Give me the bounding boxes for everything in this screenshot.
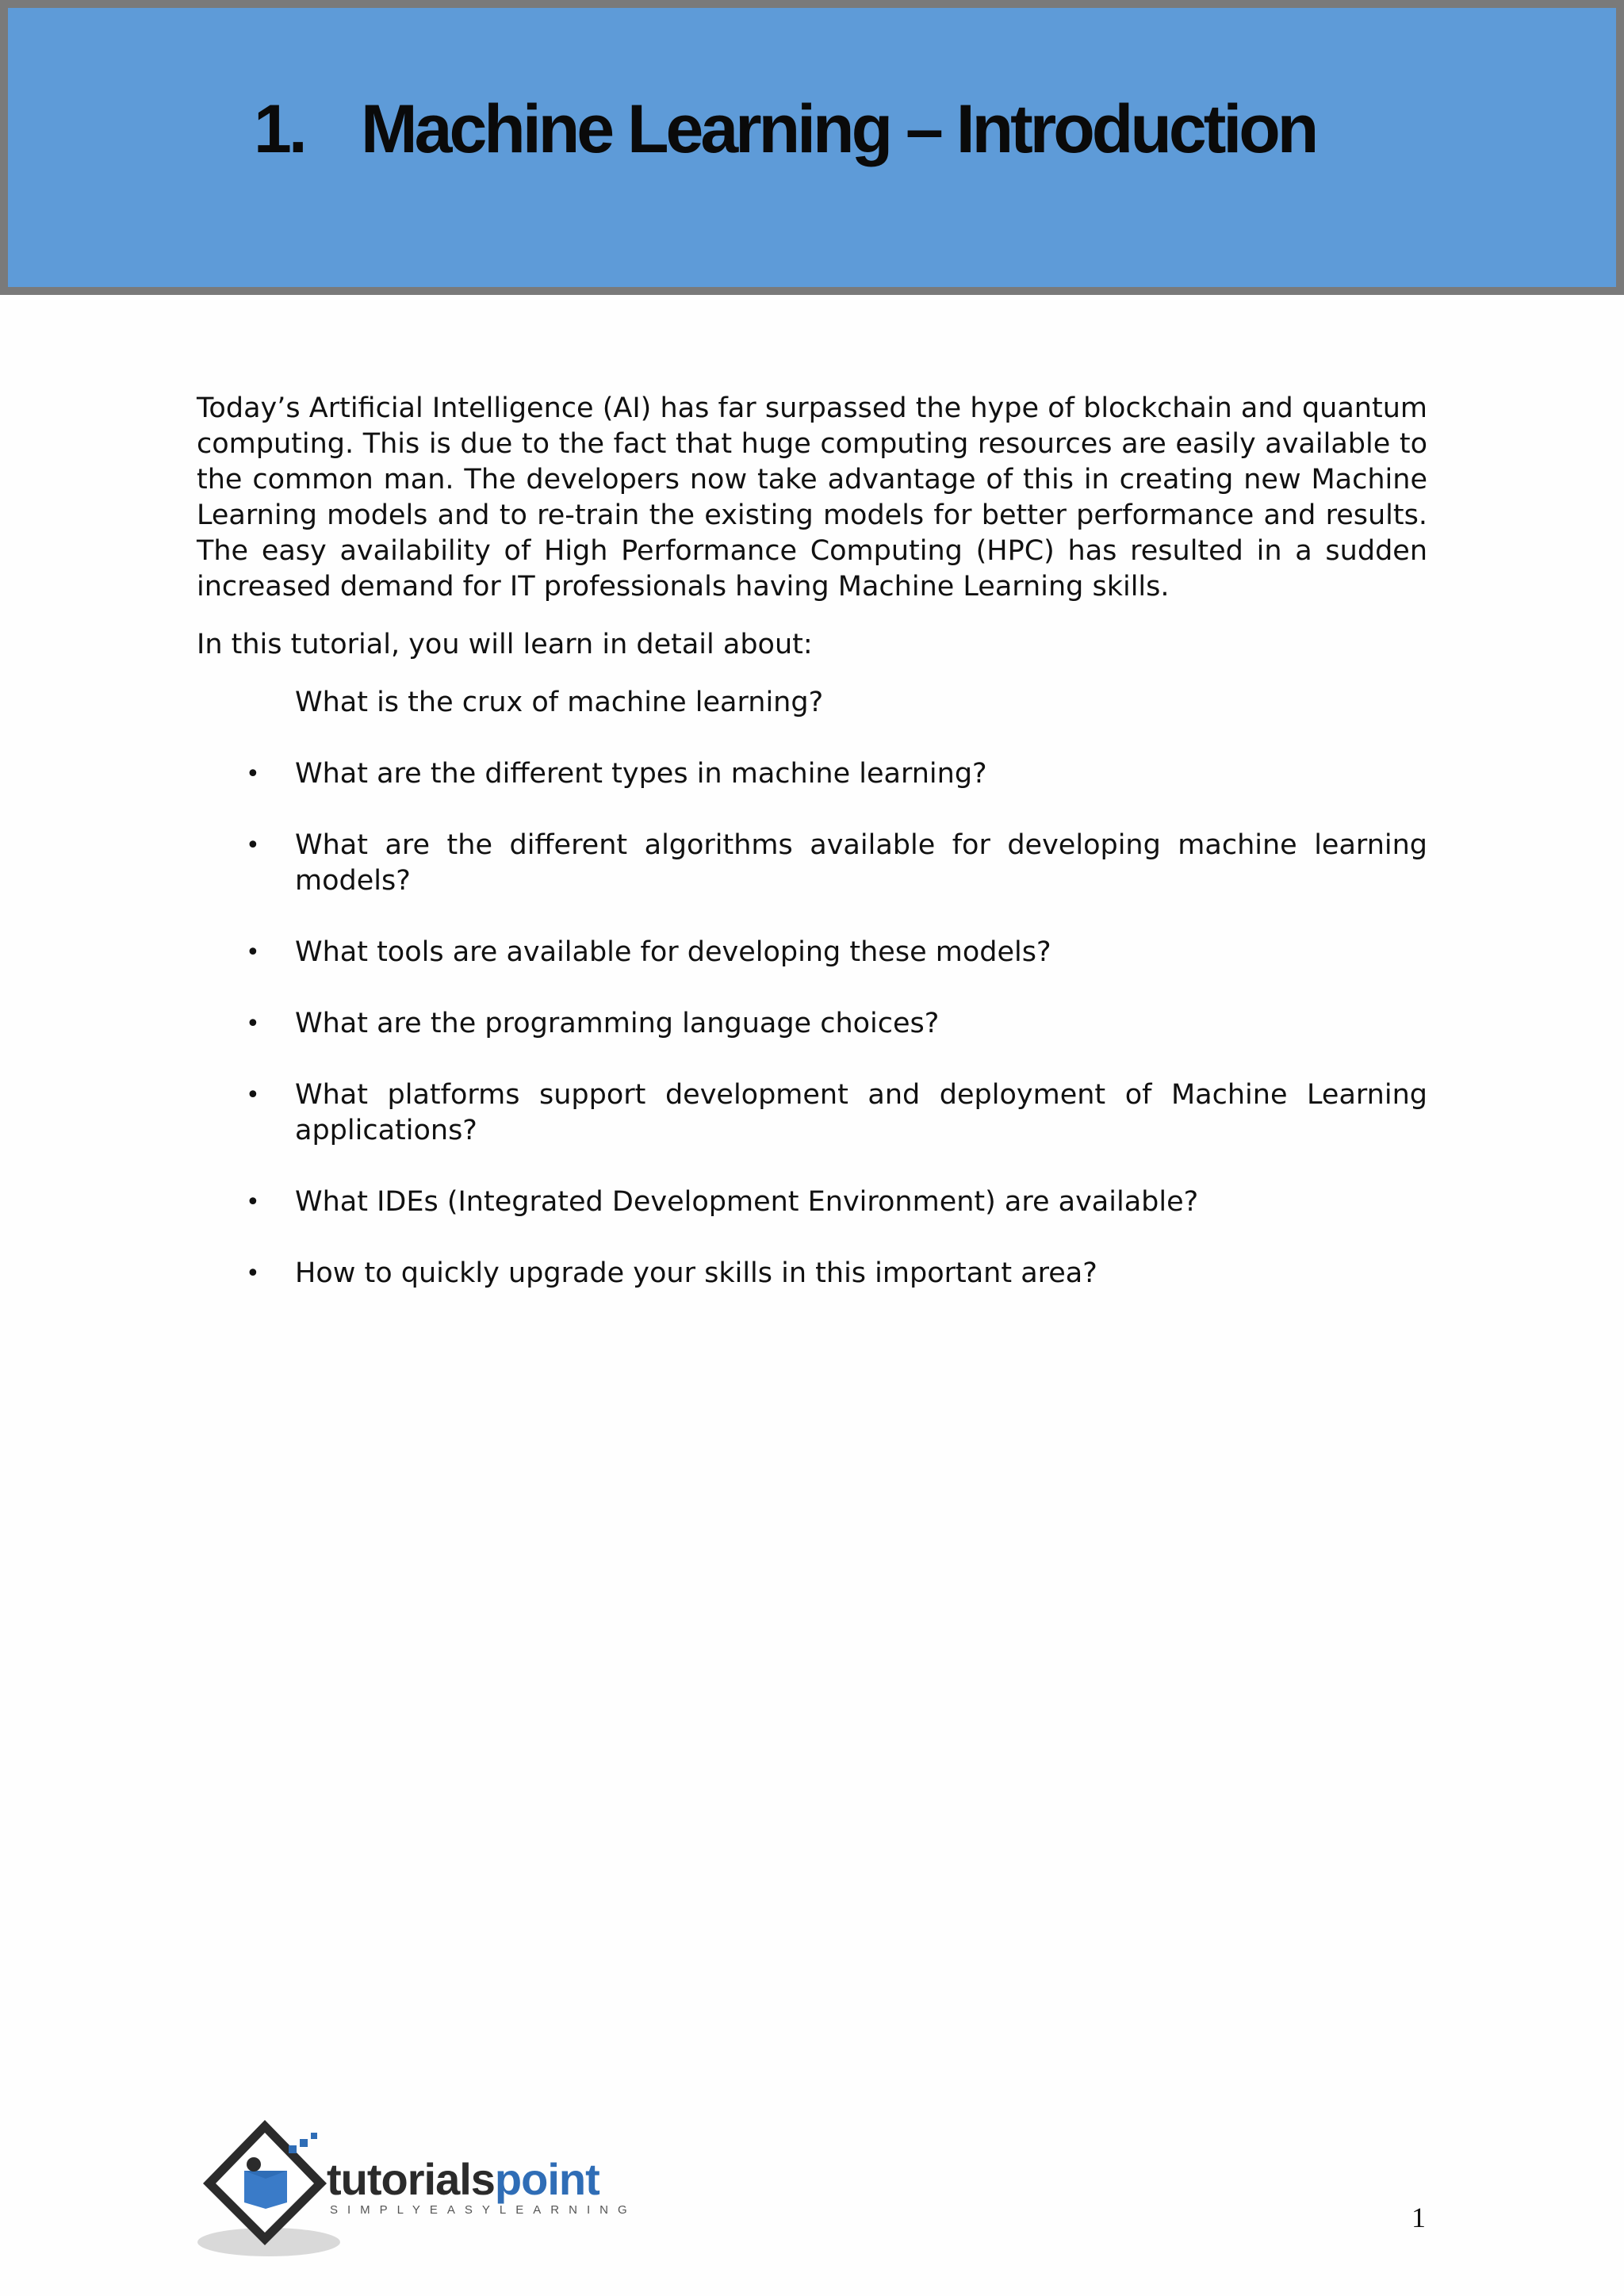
lead-in-text: In this tutorial, you will learn in detail about: xyxy=(197,629,813,660)
chapter-title-text: Machine Learning – Introduction xyxy=(361,91,1316,167)
topic-list xyxy=(197,685,1427,1292)
topic-list-item xyxy=(197,1184,1427,1220)
chapter-number: 1. xyxy=(254,91,304,167)
bullet-icon: • xyxy=(246,832,260,859)
topic-text: How to quickly upgrade your skills in this important area? xyxy=(295,1257,1097,1289)
topic-text: What are the different types in machine learning? xyxy=(295,758,987,790)
bullet-icon: • xyxy=(246,760,260,788)
page-content xyxy=(197,391,1427,1327)
topic-text: What tools are available for developing these models? xyxy=(295,936,1051,968)
intro-paragraph: Today’s Artificial Intelligence (AI) has far surpassed the hype of blockchain and quantum computing. This is due to the fact that huge computing resources are easily available to the common man. The developers now take advantage of this in creating new Machine Learning models and to re-train the existing models for better performance and results. The easy availability of High Performance Computing (HPC) has resulted in a sudden increased demand for IT professionals having Machine Learning skills. xyxy=(197,392,1427,603)
bullet-icon: • xyxy=(246,1010,260,1038)
topic-list-item xyxy=(197,1006,1427,1042)
topic-list-item xyxy=(197,1077,1427,1149)
svg-text:tutorialspoint xyxy=(327,2154,599,2204)
logo-name-dark: tutorials xyxy=(327,2154,495,2204)
topic-list-item xyxy=(197,1256,1427,1292)
logo-name-accent: point xyxy=(494,2154,599,2204)
topic-list-item xyxy=(197,935,1427,970)
chapter-title xyxy=(254,91,1316,167)
topic-text: What platforms support development and deployment of Machine Learning applications? xyxy=(295,1079,1427,1146)
bullet-icon: • xyxy=(246,1081,260,1109)
topic-text: What IDEs (Integrated Development Environment) are available? xyxy=(295,1186,1199,1218)
topic-list-item xyxy=(197,756,1427,792)
page-number: 1 xyxy=(1411,2202,1426,2233)
bullet-icon: • xyxy=(246,1188,260,1216)
topic-text: What are the programming language choices? xyxy=(295,1008,940,1039)
topic-list-item xyxy=(197,685,1427,721)
topic-text: What is the crux of machine learning? xyxy=(295,687,824,718)
tutorialspoint-logo-icon xyxy=(193,2115,669,2261)
bullet-icon: • xyxy=(246,939,260,966)
topic-list-item xyxy=(197,828,1427,899)
logo-tagline: SIMPLYEASYLEARNING xyxy=(330,2203,637,2217)
chapter-banner xyxy=(0,0,1624,295)
bullet-icon: • xyxy=(246,1260,260,1288)
topic-text: What are the different algorithms available for developing machine learning models? xyxy=(295,829,1427,897)
